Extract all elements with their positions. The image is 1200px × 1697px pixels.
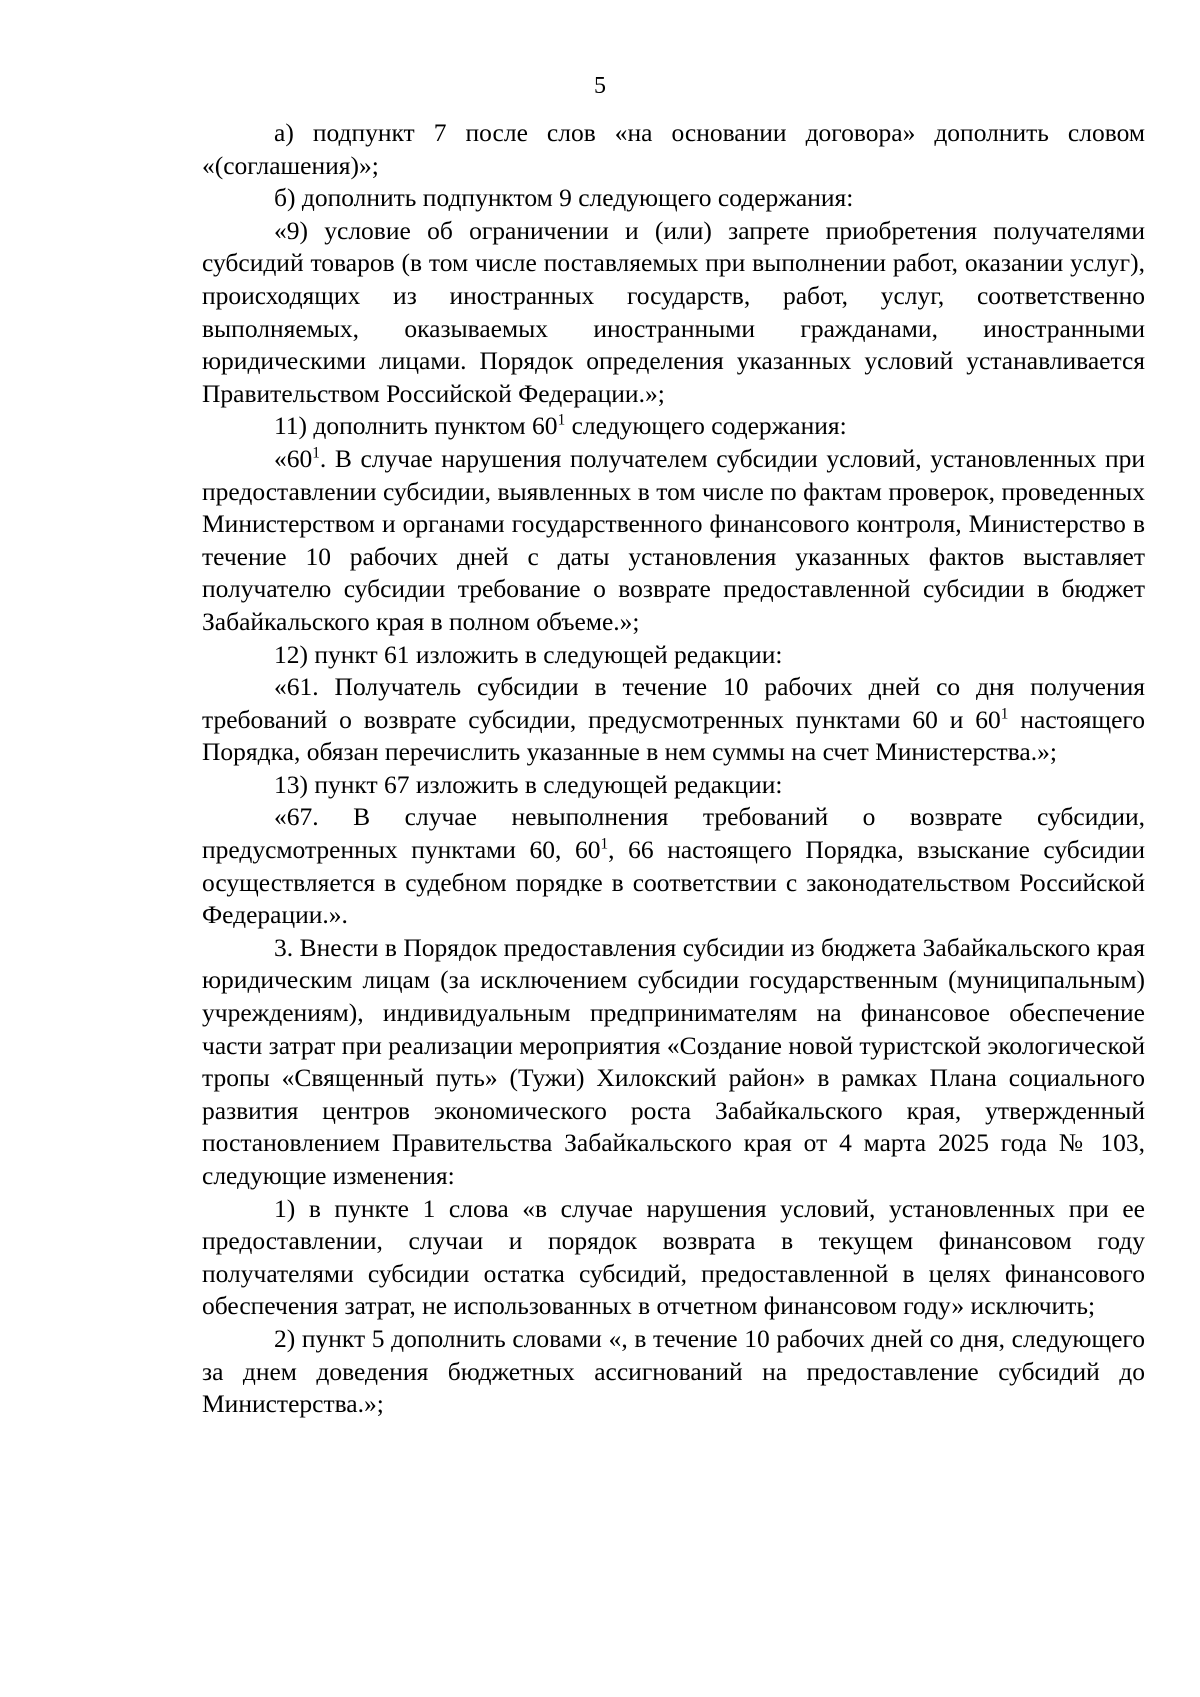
paragraph-text: , 66 настоящего Порядка, взыскание субсидии осуществляется в судебном порядке в соответствии с законодательством Российской Федерации.». [202,835,1145,930]
paragraph: 12) пункт 61 изложить в следующей редакции: [274,639,783,669]
paragraph-text: «60 [274,443,313,473]
superscript-index: 1 [1000,705,1009,723]
superscript-index: 1 [312,444,320,462]
document-body [202,117,1145,1421]
paragraph-text: 11) дополнить пунктом 60 [274,411,558,441]
paragraph: б) дополнить подпунктом 9 следующего содержания: [274,183,854,213]
paragraph [202,671,1145,769]
paragraph [202,801,1145,931]
paragraph: 1) в пункте 1 слова «в случае нарушения условий, установленных при ее предоставлении, случаи и порядок возврата в текущем финансовом году получателями субсидии остатка субсидий, предоставленной в целях финансового обеспечения затрат, не использованных в отчетном финансовом году» исключить; [202,1193,1145,1321]
superscript-index: 1 [557,411,566,429]
paragraph: 13) пункт 67 изложить в следующей редакции: [274,769,783,799]
paragraph-text: . В случае нарушения получателем субсидии условий, установленных при предоставлении субсидии, выявленных в том числе по фактам проверок, проведенных Министерством и органами государственного финансового контроля, Министерство в течение 10 рабочих дней с даты установления указанных фактов выставляет получателю субсидии требование о возврате предоставленной субсидии в бюджет Забайкальского края в полном объеме.»; [202,443,1145,636]
paragraph: «9) условие об ограничении и (или) запрете приобретения получателями субсидий товаров (в том числе поставляемых при выполнении работ, оказании услуг), происходящих из иностранных государств, работ, услуг, соответственно выполняемых, оказываемых иностранными гражданами, иностранными юридическими лицами. Порядок определения указанных условий устанавливается Правительством Российской Федерации.»; [202,215,1145,408]
superscript-index: 1 [600,835,609,853]
paragraph-text: следующего содержания: [565,411,847,441]
paragraph: а) подпункт 7 после слов «на основании договора» дополнить словом «(соглашения)»; [202,118,1145,180]
paragraph-text: настоящего Порядка, обязан перечислить указанные в нем суммы на счет Министерства.»; [202,704,1145,767]
paragraph [202,410,1145,443]
paragraph-text: «61. Получатель субсидии в течение 10 рабочих дней со дня получения требований о возврате субсидии, предусмотренных пунктами 60 и 60 [202,672,1145,734]
paragraph [202,443,1145,639]
paragraph: 2) пункт 5 дополнить словами «, в течение 10 рабочих дней со дня, следующего за днем доведения бюджетных ассигнований на предоставление субсидий до Министерства.»; [202,1323,1145,1419]
paragraph-text: «67. В случае невыполнения требований о возврате субсидии, предусмотренных пунктами 60, 60 [202,802,1145,865]
page-number: 5 [594,73,606,99]
paragraph: 3. Внести в Порядок предоставления субсидии из бюджета Забайкальского края юридическим лицам (за исключением субсидии государственным (муниципальным) учреждениям), индивидуальным предпринимателям на финансовое обеспечение части затрат при реализации мероприятия «Создание новой туристской экологической тропы «Священный путь» (Тужи) Хилокский район» в рамках Плана социального развития центров экономического роста Забайкальского края, утвержденный постановлением Правительства Забайкальского края от 4 марта 2025 года № 103, следующие изменения: [202,932,1145,1190]
